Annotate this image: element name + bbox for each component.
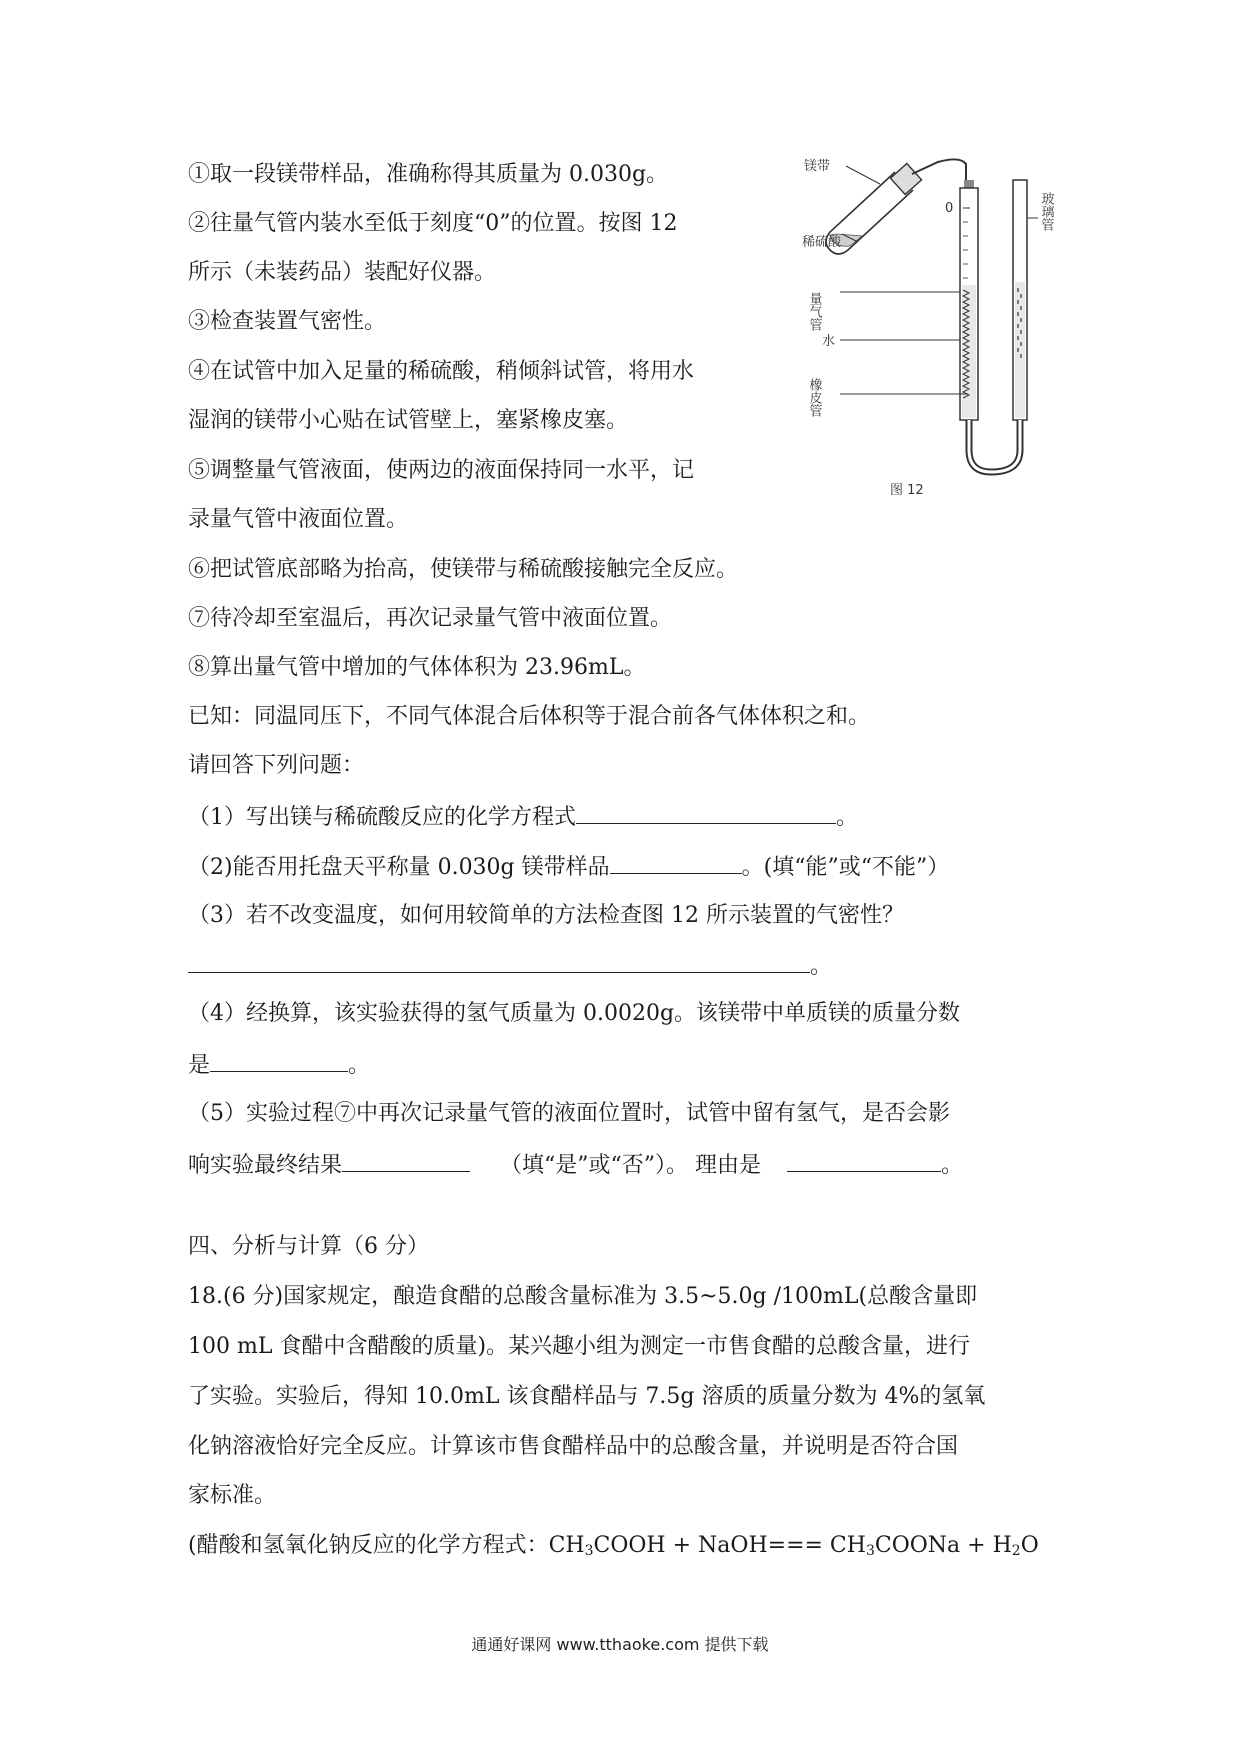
label-water: 水 — [822, 334, 836, 349]
equation-prefix: (醋酸和氢氧化钠反应的化学方程式：CH — [188, 1533, 585, 1558]
answer-blank-2[interactable] — [610, 851, 742, 874]
step-5-cont: 录量气管中液面位置。 — [188, 507, 409, 532]
step-4-cont: 湿润的镁带小心贴在试管壁上，塞紧橡皮塞。 — [188, 408, 629, 433]
step-1: ①取一段镁带样品，准确称得其质量为 0.030g。 — [188, 162, 669, 187]
connecting-tube — [912, 159, 966, 180]
step-2-cont: 所示（未装药品）装配好仪器。 — [188, 260, 497, 285]
question-3-end: 。 — [810, 954, 833, 979]
answer-blank-4[interactable] — [210, 1049, 348, 1072]
question-4: （4）经换算，该实验获得的氢气质量为 0.0020g。该镁带中单质镁的质量分数 — [188, 1001, 961, 1026]
question-5-end: 。 — [941, 1153, 964, 1178]
label-mg-ribbon: 镁带 — [804, 159, 831, 174]
label-burette: 量气管 — [806, 292, 822, 331]
known-statement: 已知：同温同压下，不同气体混合后体积等于混合前各气体体积之和。 — [188, 704, 871, 729]
section-title: 四、分析与计算（6 分） — [188, 1234, 429, 1259]
label-glass-tube: 玻璃管 — [1038, 192, 1054, 231]
step-5: ⑤调整量气管液面，使两边的液面保持同一水平，记 — [188, 458, 695, 483]
step-3: ③检查装置气密性。 — [188, 309, 387, 334]
step-7: ⑦待冷却至室温后，再次记录量气管中液面位置。 — [188, 606, 673, 631]
answer-blank-5a[interactable] — [342, 1149, 470, 1172]
step-6: ⑥把试管底部略为抬高，使镁带与稀硫酸接触完全反应。 — [188, 557, 739, 582]
answer-blank-3[interactable] — [188, 950, 810, 973]
question-2 — [188, 851, 949, 883]
answer-blank-1[interactable] — [576, 801, 836, 824]
question-5-cont-text: 响实验最终结果 — [188, 1153, 343, 1178]
question-1 — [188, 801, 858, 833]
question-5-cont — [188, 1149, 963, 1181]
rubber-tube — [969, 420, 1020, 472]
apparatus-figure — [800, 150, 1090, 515]
burette — [960, 180, 978, 420]
step-8: ⑧算出量气管中增加的气体体积为 23.96mL。 — [188, 655, 646, 680]
equation-suffix: O — [1020, 1533, 1039, 1558]
question-4-cont — [188, 1049, 370, 1081]
answer-prompt: 请回答下列问题： — [188, 753, 365, 778]
question-5: （5）实验过程⑦中再次记录量气管的液面位置时，试管中留有氢气，是否会影 — [188, 1101, 950, 1126]
equation-subscript-2: 3 — [865, 1543, 875, 1559]
problem-18-line-5: 家标准。 — [188, 1483, 277, 1508]
figure-caption: 图 12 — [890, 483, 924, 498]
stopper — [890, 163, 921, 194]
reaction-equation — [188, 1531, 1039, 1566]
step-2: ②往量气管内装水至低于刻度“0”的位置。按图 12 — [188, 211, 678, 236]
question-4-cont-text: 是 — [188, 1053, 211, 1078]
equation-mid-2: COONa + H — [874, 1533, 1012, 1558]
question-1-end: 。 — [836, 805, 859, 830]
question-5-mid: （填“是”或“否”）。 理由是 — [500, 1153, 761, 1178]
equation-mid-1: COOH + NaOH=== CH — [593, 1533, 866, 1558]
question-4-end: 。 — [348, 1053, 371, 1078]
problem-18-line-3: 了实验。实验后，得知 10.0mL 该食醋样品与 7.5g 溶质的质量分数为 4%的氢氧 — [188, 1384, 986, 1409]
label-rubber-tube: 橡皮管 — [806, 378, 822, 417]
question-1-text: （1）写出镁与稀硫酸反应的化学方程式 — [188, 805, 576, 830]
problem-18-line-2: 100 mL 食醋中含醋酸的质量)。某兴趣小组为测定一市售食醋的总酸含量，进行 — [188, 1334, 971, 1359]
equation-subscript-3: 2 — [1011, 1543, 1021, 1559]
footer: 通通好课网 www.tthaoke.com 提供下载 — [471, 1635, 769, 1654]
step-4: ④在试管中加入足量的稀硫酸，稍倾斜试管，将用水 — [188, 359, 695, 384]
question-2-end: 。(填“能”或“不能”） — [741, 855, 950, 880]
problem-18-line-1: 18.(6 分)国家规定，酿造食醋的总酸含量标准为 3.5~5.0g /100mL(总酸含量即 — [188, 1284, 978, 1309]
glass-tube — [1013, 180, 1027, 420]
label-zero: 0 — [945, 201, 954, 216]
question-3: （3）若不改变温度，如何用较简单的方法检查图 12 所示装置的气密性？ — [188, 903, 904, 928]
question-3-answer-line — [188, 950, 832, 982]
question-2-text: （2)能否用托盘天平称量 0.030g 镁带样品 — [188, 855, 610, 880]
equation-subscript-1: 3 — [584, 1543, 594, 1559]
answer-blank-5b[interactable] — [787, 1149, 941, 1172]
label-dilute-acid: 稀硫酸 — [802, 235, 842, 250]
problem-18-line-4: 化钠溶液恰好完全反应。计算该市售食醋样品中的总酸含量，并说明是否符合国 — [188, 1434, 959, 1459]
